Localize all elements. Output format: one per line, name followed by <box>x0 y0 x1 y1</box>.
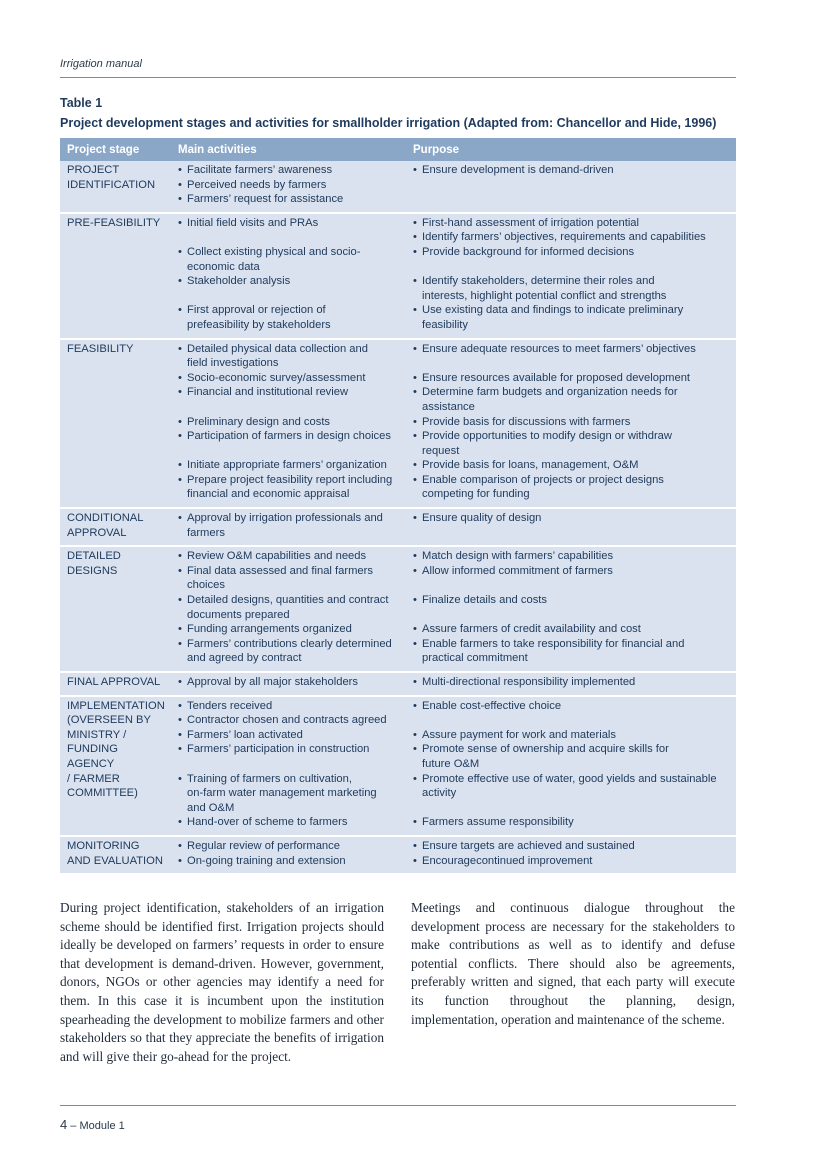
purpose-item <box>413 622 732 637</box>
main-activities-cell <box>171 213 406 339</box>
line-spacer <box>413 192 732 207</box>
purpose-item <box>413 342 732 357</box>
col-header-stage: Project stage <box>60 138 171 161</box>
activity-item-line: • First approval or rejection of <box>187 304 326 317</box>
purpose-item-line: practical commitment <box>422 652 528 665</box>
purpose-item <box>413 385 732 414</box>
activity-item-line: • Farmers’ participation in construction <box>187 743 370 756</box>
purpose-item <box>413 303 732 332</box>
purpose-item <box>413 815 732 830</box>
activity-item-line: • Collect existing physical and socio- <box>187 245 361 258</box>
purpose-cell <box>406 546 736 672</box>
stage-name-line: MONITORING <box>67 839 140 852</box>
purpose-item <box>413 564 732 579</box>
footer-rule <box>60 1105 736 1106</box>
activity-item-line: • Prepare project feasibility report including <box>187 473 393 486</box>
activity-item-line: • Perceived needs by farmers <box>187 178 327 191</box>
activity-item <box>178 728 402 743</box>
purpose-item-line: • First-hand assessment of irrigation potential <box>422 216 640 229</box>
stage-name-line: MINISTRY / <box>67 728 127 741</box>
line-spacer <box>413 608 732 623</box>
activity-item-line: • Stakeholder analysis <box>187 275 291 288</box>
purpose-item-line: • Use existing data and findings to indicate preliminary <box>422 304 684 317</box>
activity-item-line: • Regular review of performance <box>187 839 340 852</box>
col-header-purpose: Purpose <box>406 138 736 161</box>
purpose-item <box>413 216 732 231</box>
purpose-item-line: • Promote effective use of water, good yields and sustainable <box>422 772 717 785</box>
purpose-item-line: • Farmers assume responsibility <box>422 816 574 829</box>
activity-item <box>178 178 402 193</box>
stages-table <box>60 138 736 873</box>
purpose-item <box>413 163 732 178</box>
running-head: Irrigation manual <box>60 58 142 70</box>
purpose-item-line: • Ensure development is demand-driven <box>422 164 614 176</box>
purpose-item-line: future O&M <box>422 757 480 770</box>
activity-item-line: • Participation of farmers in design choices <box>187 430 391 443</box>
activity-item <box>178 303 402 332</box>
purpose-item <box>413 274 732 303</box>
activity-item-line: • Training of farmers on cultivation, <box>187 772 352 785</box>
line-spacer <box>413 801 732 816</box>
line-spacer <box>413 526 732 541</box>
purpose-item <box>413 415 732 430</box>
stage-name-line: / FARMER <box>67 772 120 785</box>
line-spacer <box>178 230 402 245</box>
table-row <box>60 836 736 873</box>
activity-item-line: • Final data assessed and final farmers <box>187 564 373 577</box>
purpose-item <box>413 473 732 502</box>
activity-item <box>178 371 402 386</box>
activity-item-line: • Review O&M capabilities and needs <box>187 550 367 563</box>
stage-name-line: IDENTIFICATION <box>67 178 156 191</box>
purpose-item <box>413 637 732 666</box>
line-spacer <box>178 757 402 772</box>
activity-item <box>178 274 402 289</box>
purpose-item-line: competing for funding <box>422 488 530 501</box>
activity-item-line: • Initial field visits and PRAs <box>187 216 319 229</box>
activity-item <box>178 192 402 207</box>
activity-item-line: • Approval by irrigation professionals and <box>187 512 383 525</box>
purpose-item-line: activity <box>422 787 457 800</box>
activity-item <box>178 429 402 444</box>
activity-item <box>178 415 402 430</box>
purpose-item <box>413 511 732 526</box>
stage-name <box>60 546 171 672</box>
activity-item <box>178 458 402 473</box>
purpose-item <box>413 371 732 386</box>
activity-item <box>178 473 402 502</box>
header-rule <box>60 77 736 78</box>
activity-item-line: financial and economic appraisal <box>187 488 350 501</box>
activity-item <box>178 772 402 816</box>
purpose-item-line: • Allow informed commitment of farmers <box>422 564 613 577</box>
activity-item <box>178 854 402 869</box>
activity-item <box>178 637 402 666</box>
purpose-item-line: • Ensure adequate resources to meet farmers’ objectives <box>422 342 696 355</box>
table-number: Table 1 <box>60 96 103 110</box>
activity-item <box>178 593 402 622</box>
activity-item-line: • Farmers’ loan activated <box>187 728 303 741</box>
stage-name-line: DESIGNS <box>67 564 118 577</box>
line-spacer <box>413 260 732 275</box>
stage-name-line: AND EVALUATION <box>67 854 163 867</box>
purpose-cell <box>406 213 736 339</box>
line-spacer <box>413 178 732 193</box>
main-activities-cell <box>171 339 406 509</box>
purpose-item-line: request <box>422 444 460 457</box>
activity-item-line: field investigations <box>187 357 279 370</box>
body-paragraph-left: During project identification, stakeholders of an irrigation scheme should be identified first. Irrigation projects should ideally be developed on farmers’ requests in order to ensure that development is demand-driven. However, government, donors, NGOs or other agencies may identify a need for them. In this case it is incumbent upon the institution spearheading the development to mobilize farmers and other stakeholders so that they appreciate the benefits of irrigation and will give their go-ahead for the project. <box>60 900 384 1064</box>
line-spacer <box>413 356 732 371</box>
table-row <box>60 672 736 696</box>
activity-item-line: economic data <box>187 260 260 273</box>
purpose-item-line: • Assure payment for work and materials <box>422 728 616 741</box>
stage-name <box>60 161 171 213</box>
stage-name-line: (OVERSEEN BY <box>67 714 151 727</box>
purpose-item <box>413 854 732 869</box>
stage-name <box>60 696 171 836</box>
col-header-activities: Main activities <box>171 138 406 161</box>
table-row <box>60 546 736 672</box>
table-body <box>60 161 736 873</box>
purpose-cell <box>406 339 736 509</box>
purpose-item <box>413 699 732 714</box>
activity-item <box>178 245 402 274</box>
line-spacer <box>178 444 402 459</box>
purpose-item-line: • Enable cost-effective choice <box>422 699 562 712</box>
stage-name <box>60 339 171 509</box>
purpose-item-line: feasibility <box>422 318 469 331</box>
activity-item <box>178 564 402 593</box>
purpose-cell <box>406 672 736 696</box>
table-row <box>60 161 736 213</box>
table-title: Project development stages and activities for smallholder irrigation (Adapted from: Chancellor and Hide, 1996) <box>60 116 717 130</box>
page-footer <box>60 1117 125 1132</box>
activity-item-line: farmers <box>187 526 225 539</box>
purpose-item-line: • Identify farmers’ objectives, requirements and capabilities <box>422 231 706 244</box>
activity-item <box>178 549 402 564</box>
activity-item <box>178 839 402 854</box>
line-spacer <box>413 713 732 728</box>
purpose-item-line: assistance <box>422 400 475 413</box>
purpose-item <box>413 230 732 245</box>
purpose-item <box>413 549 732 564</box>
activity-item <box>178 699 402 714</box>
main-activities-cell <box>171 508 406 546</box>
main-activities-cell <box>171 836 406 873</box>
activity-item <box>178 511 402 540</box>
activity-item-line: • Facilitate farmers’ awareness <box>187 164 333 176</box>
activity-item-line: prefeasibility by stakeholders <box>187 318 331 331</box>
stage-name-line: FUNDING AGENCY <box>67 743 118 770</box>
stage-name-line: DETAILED <box>67 550 121 563</box>
purpose-item-line: • Provide opportunities to modify design or withdraw <box>422 430 672 443</box>
stage-name <box>60 213 171 339</box>
activity-item <box>178 216 402 231</box>
purpose-item-line: • Finalize details and costs <box>422 594 547 607</box>
main-activities-cell <box>171 696 406 836</box>
table-row <box>60 213 736 339</box>
purpose-item-line: • Match design with farmers’ capabilities <box>422 550 614 563</box>
stage-name-line: PROJECT <box>67 164 120 176</box>
activity-item-line: • Hand-over of scheme to farmers <box>187 816 348 829</box>
purpose-item-line: • Provide background for informed decisions <box>422 245 635 258</box>
footer-separator: – <box>70 1120 77 1132</box>
purpose-item <box>413 593 732 608</box>
stage-name-line: COMMITTEE) <box>67 787 138 800</box>
stage-name-line: FINAL APPROVAL <box>67 676 161 688</box>
table-row <box>60 696 736 836</box>
page-number: 4 <box>60 1117 68 1132</box>
purpose-item-line: • Promote sense of ownership and acquire skills for <box>422 743 669 756</box>
purpose-item <box>413 429 732 458</box>
activity-item-line: • On-going training and extension <box>187 854 346 867</box>
purpose-item-line: interests, highlight potential conflict and strengths <box>422 289 667 302</box>
purpose-item <box>413 772 732 801</box>
purpose-item-line: • Assure farmers of credit availability and cost <box>422 623 641 636</box>
activity-item <box>178 342 402 371</box>
activity-item-line: • Tenders received <box>187 699 273 712</box>
table-row <box>60 339 736 509</box>
line-spacer <box>178 289 402 304</box>
activity-item-line: and agreed by contract <box>187 652 302 665</box>
activity-item-line: and O&M <box>187 801 235 814</box>
stage-name <box>60 672 171 696</box>
purpose-item-line: • Enable comparison of projects or project designs <box>422 473 664 486</box>
activity-item-line: • Preliminary design and costs <box>187 415 331 428</box>
activity-item-line: documents prepared <box>187 608 290 621</box>
activity-item-line: • Farmers’ contributions clearly determined <box>187 637 392 650</box>
activity-item <box>178 622 402 637</box>
purpose-cell <box>406 508 736 546</box>
purpose-item <box>413 839 732 854</box>
activity-item-line: • Contractor chosen and contracts agreed <box>187 714 387 727</box>
activity-item <box>178 713 402 728</box>
activity-item-line: • Socio-economic survey/assessment <box>187 371 366 384</box>
activity-item-line: • Farmers’ request for assistance <box>187 193 344 206</box>
table-header-row <box>60 138 736 161</box>
activity-item-line: • Financial and institutional review <box>187 386 349 399</box>
purpose-item-line: • Determine farm budgets and organization needs for <box>422 386 678 399</box>
purpose-item-line: • Enable farmers to take responsibility for financial and <box>422 637 685 650</box>
purpose-item-line: • Ensure targets are achieved and sustained <box>422 839 635 852</box>
purpose-cell <box>406 836 736 873</box>
stage-name-line: PRE-FEASIBILITY <box>67 216 161 229</box>
main-activities-cell <box>171 672 406 696</box>
activity-item-line: • Initiate appropriate farmers’ organization <box>187 459 387 472</box>
main-activities-cell <box>171 161 406 213</box>
purpose-item <box>413 728 732 743</box>
purpose-item-line: • Encouragecontinued improvement <box>422 854 593 867</box>
purpose-cell <box>406 696 736 836</box>
body-paragraph-right: Meetings and continuous dialogue throughout the development process are necessary for the stakeholders to make contributions as well as to identify and defuse potential conflicts. There should also be agreements, preferably written and signed, that each party will execute its function throughout the planning, design, implementation, operation and maintenance of the scheme. <box>411 900 735 1027</box>
stage-name-line: CONDITIONAL <box>67 512 144 525</box>
activity-item <box>178 385 402 400</box>
stage-name-line: FEASIBILITY <box>67 342 134 355</box>
purpose-item <box>413 675 732 690</box>
purpose-item <box>413 245 732 260</box>
activity-item <box>178 675 402 690</box>
activity-item-line: • Detailed physical data collection and <box>187 342 368 355</box>
activity-item <box>178 815 402 830</box>
purpose-item-line: • Identify stakeholders, determine their roles and <box>422 275 655 288</box>
stage-name-line: APPROVAL <box>67 526 127 539</box>
activity-item-line: • Funding arrangements organized <box>187 623 352 636</box>
purpose-item-line: • Provide basis for discussions with farmers <box>422 415 631 428</box>
line-spacer <box>178 400 402 415</box>
purpose-cell <box>406 161 736 213</box>
purpose-item-line: • Ensure quality of design <box>422 512 542 525</box>
table-row <box>60 508 736 546</box>
stage-name-line: IMPLEMENTATION <box>67 699 165 712</box>
purpose-item-line: • Provide basis for loans, management, O&M <box>422 459 639 472</box>
activity-item <box>178 163 402 178</box>
activity-item-line: choices <box>187 579 225 592</box>
main-activities-cell <box>171 546 406 672</box>
stage-name <box>60 836 171 873</box>
purpose-item-line: • Ensure resources available for proposed development <box>422 371 691 384</box>
activity-item-line: on-farm water management marketing <box>187 787 377 800</box>
activity-item <box>178 742 402 757</box>
stage-name <box>60 508 171 546</box>
purpose-item <box>413 458 732 473</box>
footer-module: Module 1 <box>79 1120 125 1132</box>
activity-item-line: • Detailed designs, quantities and contract <box>187 594 389 607</box>
activity-item-line: • Approval by all major stakeholders <box>187 676 359 688</box>
purpose-item <box>413 742 732 771</box>
purpose-item-line: • Multi-directional responsibility implemented <box>422 676 636 688</box>
line-spacer <box>413 578 732 593</box>
